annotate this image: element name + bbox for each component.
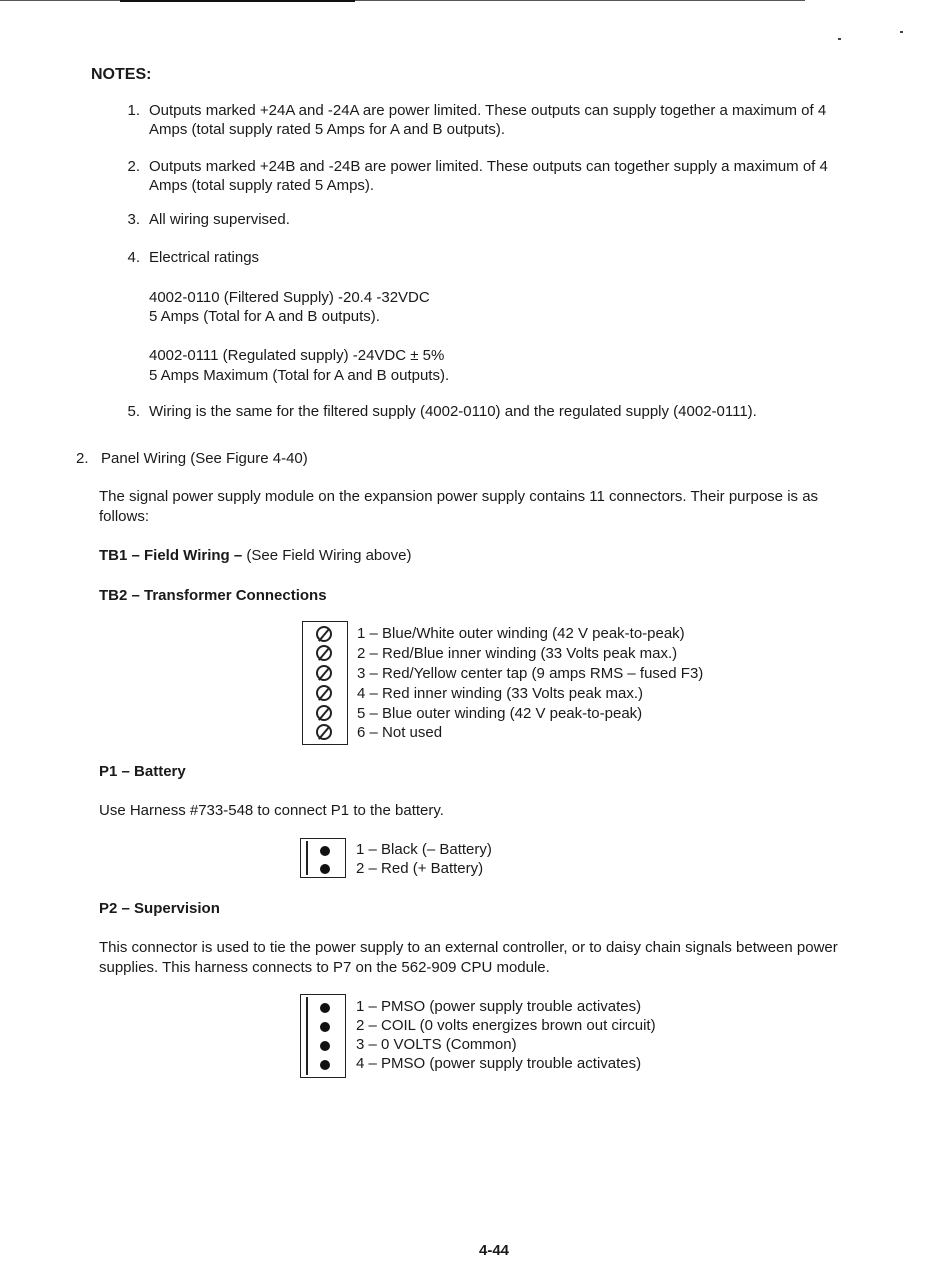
tb2-terminal-block [302,621,348,745]
p2-pin-2: 2 – COIL (0 volts energizes brown out circuit) [356,1017,656,1034]
tb2-terminal-3: 3 – Red/Yellow center tap (9 amps RMS – fused F3) [357,665,704,682]
tb2-terminal-1: 1 – Blue/White outer winding (42 V peak-to-peak) [357,625,685,642]
page-number: 4-44 [478,1242,510,1259]
pin-dot-icon [320,1003,330,1013]
p1-heading: P1 – Battery [99,763,186,780]
scan-speck [900,31,903,33]
pin-dot-icon [320,1041,330,1051]
p1-connector [300,838,346,878]
terminal-screw-icon [316,705,332,721]
note-5-number: 5. [127,403,140,420]
pin-dot-icon [320,846,330,856]
note-1-line1: Outputs marked +24A and -24A are power limited. These outputs can supply together a maximum of 4 [149,102,827,119]
p1-text: Use Harness #733-548 to connect P1 to the battery. [99,802,444,819]
note-2-number: 2. [127,158,140,175]
p2-connector [300,994,346,1078]
p2-text-line2: supplies. This harness connects to P7 on the 562-909 CPU module. [99,959,550,976]
pin-dot-icon [320,864,330,874]
note-3-number: 3. [127,211,140,228]
tb1-heading-rest: (See Field Wiring above) [242,547,412,564]
p2-heading: P2 – Supervision [99,900,220,917]
rating-filtered-line2: 5 Amps (Total for A and B outputs). [149,308,380,325]
terminal-screw-icon [316,685,332,701]
scan-speck [838,38,841,40]
p2-pin-3: 3 – 0 VOLTS (Common) [356,1036,517,1053]
terminal-screw-icon [316,626,332,642]
p2-pin-4: 4 – PMSO (power supply trouble activates) [356,1055,642,1072]
pin-dot-icon [320,1060,330,1070]
note-5-line1: Wiring is the same for the filtered supply (4002-0110) and the regulated supply (4002-0111). [149,403,757,420]
note-1-number: 1. [127,102,140,119]
section-intro-line1: The signal power supply module on the expansion power supply contains 11 connectors. Their purpose is as [99,488,819,505]
terminal-screw-icon [316,645,332,661]
note-4-number: 4. [127,249,140,266]
tb1-heading [99,546,411,566]
note-2-line2: Amps (total supply rated 5 Amps). [149,177,375,194]
tb2-terminal-4: 4 – Red inner winding (33 Volts peak max.) [357,685,643,702]
p2-text-line1: This connector is used to tie the power supply to an external controller, or to daisy chain signals between power [99,939,838,956]
pin-dot-icon [320,1022,330,1032]
p1-pin-1: 1 – Black (– Battery) [356,841,492,858]
tb2-terminal-2: 2 – Red/Blue inner winding (33 Volts peak max.) [357,645,678,662]
terminal-screw-icon [316,665,332,681]
section-intro-line2: follows: [99,508,150,525]
note-2-line1: Outputs marked +24B and -24B are power limited. These outputs can together supply a maximum of 4 [149,158,828,175]
top-rule-bold [120,0,355,2]
terminal-screw-icon [316,724,332,740]
rating-regulated-line1: 4002-0111 (Regulated supply) -24VDC ± 5% [149,347,445,364]
p2-pin-1: 1 – PMSO (power supply trouble activates) [356,998,642,1015]
note-1-line2: Amps (total supply rated 5 Amps for A and B outputs). [149,121,506,138]
note-4-line1: Electrical ratings [149,249,260,266]
tb2-terminal-6: 6 – Not used [357,724,443,741]
section-title: Panel Wiring (See Figure 4-40) [101,450,308,467]
p1-pin-2: 2 – Red (+ Battery) [356,860,484,877]
notes-heading: NOTES: [91,66,152,83]
rating-regulated-line2: 5 Amps Maximum (Total for A and B outputs). [149,367,450,384]
tb2-terminal-5: 5 – Blue outer winding (42 V peak-to-peak) [357,705,643,722]
tb2-heading: TB2 – Transformer Connections [99,587,327,604]
rating-filtered-line1: 4002-0110 (Filtered Supply) -20.4 -32VDC [149,289,430,306]
tb1-heading-bold: TB1 – Field Wiring – [99,547,243,564]
note-3-line1: All wiring supervised. [149,211,290,228]
section-number: 2. [76,450,89,467]
